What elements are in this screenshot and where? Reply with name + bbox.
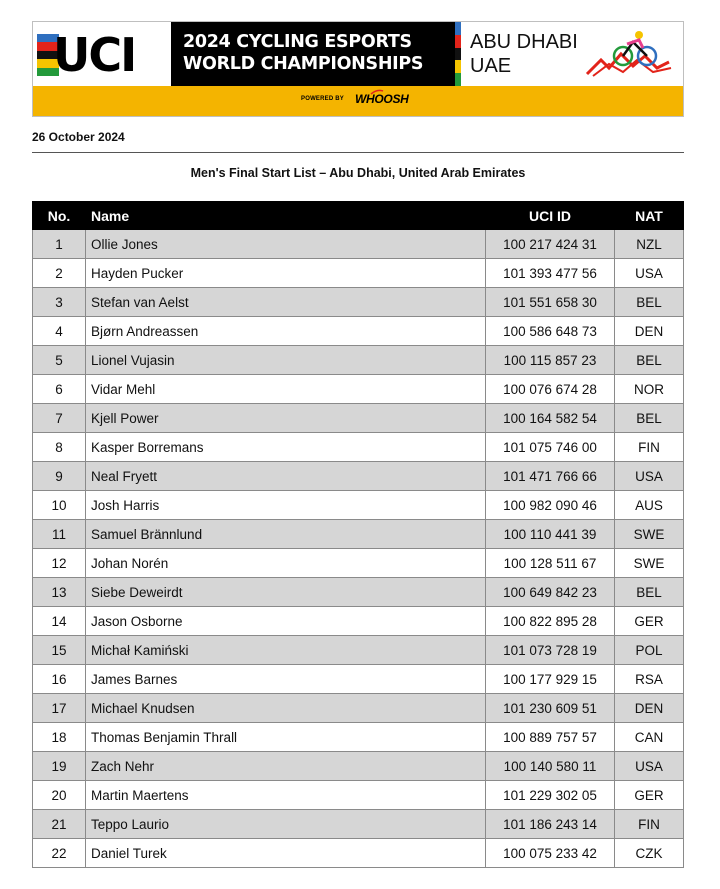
event-title-line2: WORLD CHAMPIONSHIPS	[183, 54, 424, 74]
rider-nation: CZK	[615, 839, 684, 868]
rider-nation: FIN	[615, 433, 684, 462]
table-row	[33, 607, 684, 636]
rainbow-stripe	[455, 48, 461, 61]
rider-nation: GER	[615, 781, 684, 810]
rider-number: 16	[33, 665, 86, 694]
rider-number: 18	[33, 723, 86, 752]
table-row	[33, 433, 684, 462]
rider-uci-id: 100 140 580 11	[486, 752, 615, 781]
rainbow-stripe	[455, 22, 461, 35]
rider-name: James Barnes	[86, 665, 486, 694]
rider-name: Teppo Laurio	[86, 810, 486, 839]
rider-name: Michael Knudsen	[86, 694, 486, 723]
rider-uci-id: 101 186 243 14	[486, 810, 615, 839]
venue	[470, 30, 578, 78]
rider-number: 20	[33, 781, 86, 810]
table-row	[33, 346, 684, 375]
powered-by-label: POWERED BY	[301, 96, 345, 102]
header-banner	[32, 21, 684, 117]
rider-nation: USA	[615, 462, 684, 491]
rider-number: 6	[33, 375, 86, 404]
table-row	[33, 665, 684, 694]
uci-logo-text: UCI	[53, 28, 136, 82]
rider-name: Michał Kamiński	[86, 636, 486, 665]
list-title: Men's Final Start List – Abu Dhabi, United Arab Emirates	[190, 166, 526, 180]
table-row	[33, 375, 684, 404]
table-row	[33, 781, 684, 810]
rider-nation: BEL	[615, 346, 684, 375]
rider-name: Kasper Borremans	[86, 433, 486, 462]
rider-number: 21	[33, 810, 86, 839]
rider-uci-id: 100 115 857 23	[486, 346, 615, 375]
table-row	[33, 549, 684, 578]
rider-number: 3	[33, 288, 86, 317]
rider-number: 13	[33, 578, 86, 607]
rider-nation: BEL	[615, 288, 684, 317]
rider-name: Stefan van Aelst	[86, 288, 486, 317]
rider-number: 2	[33, 259, 86, 288]
rainbow-stripe	[455, 73, 461, 86]
column-header-name: Name	[86, 202, 486, 230]
column-header-no: No.	[33, 202, 86, 230]
venue-country: UAE	[470, 55, 512, 77]
divider	[32, 152, 684, 153]
cyclist-logo-icon	[583, 28, 675, 82]
rider-uci-id: 100 110 441 39	[486, 520, 615, 549]
rider-uci-id: 100 075 233 42	[486, 839, 615, 868]
table-row	[33, 520, 684, 549]
rider-uci-id: 100 649 842 23	[486, 578, 615, 607]
rider-uci-id: 100 177 929 15	[486, 665, 615, 694]
table-row	[33, 491, 684, 520]
document-date: 26 October 2024	[32, 130, 125, 144]
rider-name: Hayden Pucker	[86, 259, 486, 288]
rider-nation: SWE	[615, 520, 684, 549]
rider-uci-id: 101 075 746 00	[486, 433, 615, 462]
event-title-line1: 2024 CYCLING ESPORTS	[183, 32, 412, 52]
rider-uci-id: 100 076 674 28	[486, 375, 615, 404]
rider-nation: AUS	[615, 491, 684, 520]
table-row	[33, 317, 684, 346]
rider-number: 5	[33, 346, 86, 375]
rider-number: 1	[33, 230, 86, 259]
table-row	[33, 404, 684, 433]
rider-uci-id: 101 073 728 19	[486, 636, 615, 665]
rider-nation: RSA	[615, 665, 684, 694]
table-row	[33, 636, 684, 665]
rainbow-stripe	[455, 60, 461, 73]
rider-uci-id: 101 551 658 30	[486, 288, 615, 317]
rider-name: Josh Harris	[86, 491, 486, 520]
rider-name: Neal Fryett	[86, 462, 486, 491]
column-header-nat: NAT	[615, 202, 684, 230]
rider-nation: CAN	[615, 723, 684, 752]
rider-number: 11	[33, 520, 86, 549]
sponsor-bar	[33, 86, 683, 116]
rider-nation: GER	[615, 607, 684, 636]
rider-uci-id: 101 229 302 05	[486, 781, 615, 810]
rider-nation: FIN	[615, 810, 684, 839]
rider-nation: NZL	[615, 230, 684, 259]
venue-city: ABU DHABI	[470, 31, 578, 53]
rider-number: 15	[33, 636, 86, 665]
rider-number: 22	[33, 839, 86, 868]
table-row	[33, 462, 684, 491]
rider-number: 12	[33, 549, 86, 578]
rider-name: Martin Maertens	[86, 781, 486, 810]
rider-uci-id: 100 164 582 54	[486, 404, 615, 433]
table-row	[33, 752, 684, 781]
rider-uci-id: 100 982 090 46	[486, 491, 615, 520]
table-body	[33, 230, 684, 868]
rider-number: 19	[33, 752, 86, 781]
table-row	[33, 578, 684, 607]
rider-number: 4	[33, 317, 86, 346]
rider-nation: DEN	[615, 694, 684, 723]
banner-top	[33, 22, 683, 86]
table-row	[33, 694, 684, 723]
rider-nation: DEN	[615, 317, 684, 346]
table-row	[33, 723, 684, 752]
rider-name: Ollie Jones	[86, 230, 486, 259]
mini-rainbow-stripes-icon	[455, 22, 461, 86]
rider-uci-id: 101 471 766 66	[486, 462, 615, 491]
rider-nation: USA	[615, 752, 684, 781]
rider-number: 7	[33, 404, 86, 433]
rider-nation: POL	[615, 636, 684, 665]
table-row	[33, 288, 684, 317]
rider-nation: BEL	[615, 404, 684, 433]
rider-nation: BEL	[615, 578, 684, 607]
rider-number: 10	[33, 491, 86, 520]
rider-uci-id: 101 230 609 51	[486, 694, 615, 723]
rider-uci-id: 100 586 648 73	[486, 317, 615, 346]
rider-name: Zach Nehr	[86, 752, 486, 781]
column-header-uci-id: UCI ID	[486, 202, 615, 230]
rider-uci-id: 100 217 424 31	[486, 230, 615, 259]
table-header-row	[33, 202, 684, 230]
rider-name: Thomas Benjamin Thrall	[86, 723, 486, 752]
rider-name: Johan Norén	[86, 549, 486, 578]
rider-name: Vidar Mehl	[86, 375, 486, 404]
sponsor-logo: WHOOSH	[355, 92, 409, 106]
rider-name: Jason Osborne	[86, 607, 486, 636]
rider-name: Kjell Power	[86, 404, 486, 433]
table-row	[33, 230, 684, 259]
uci-logo	[37, 28, 165, 82]
rider-number: 14	[33, 607, 86, 636]
table-row	[33, 810, 684, 839]
rider-name: Daniel Turek	[86, 839, 486, 868]
rider-uci-id: 101 393 477 56	[486, 259, 615, 288]
rider-number: 8	[33, 433, 86, 462]
start-list-table	[32, 201, 684, 868]
rainbow-stripe	[455, 35, 461, 48]
rider-uci-id: 100 822 895 28	[486, 607, 615, 636]
rider-nation: USA	[615, 259, 684, 288]
rider-name: Samuel Brännlund	[86, 520, 486, 549]
rider-number: 17	[33, 694, 86, 723]
rider-name: Bjørn Andreassen	[86, 317, 486, 346]
table-row	[33, 259, 684, 288]
rider-uci-id: 100 889 757 57	[486, 723, 615, 752]
rider-nation: NOR	[615, 375, 684, 404]
rider-nation: SWE	[615, 549, 684, 578]
event-title-box	[171, 22, 455, 86]
rider-number: 9	[33, 462, 86, 491]
rider-name: Lionel Vujasin	[86, 346, 486, 375]
table-row	[33, 839, 684, 868]
rider-name: Siebe Deweirdt	[86, 578, 486, 607]
rider-uci-id: 100 128 511 67	[486, 549, 615, 578]
